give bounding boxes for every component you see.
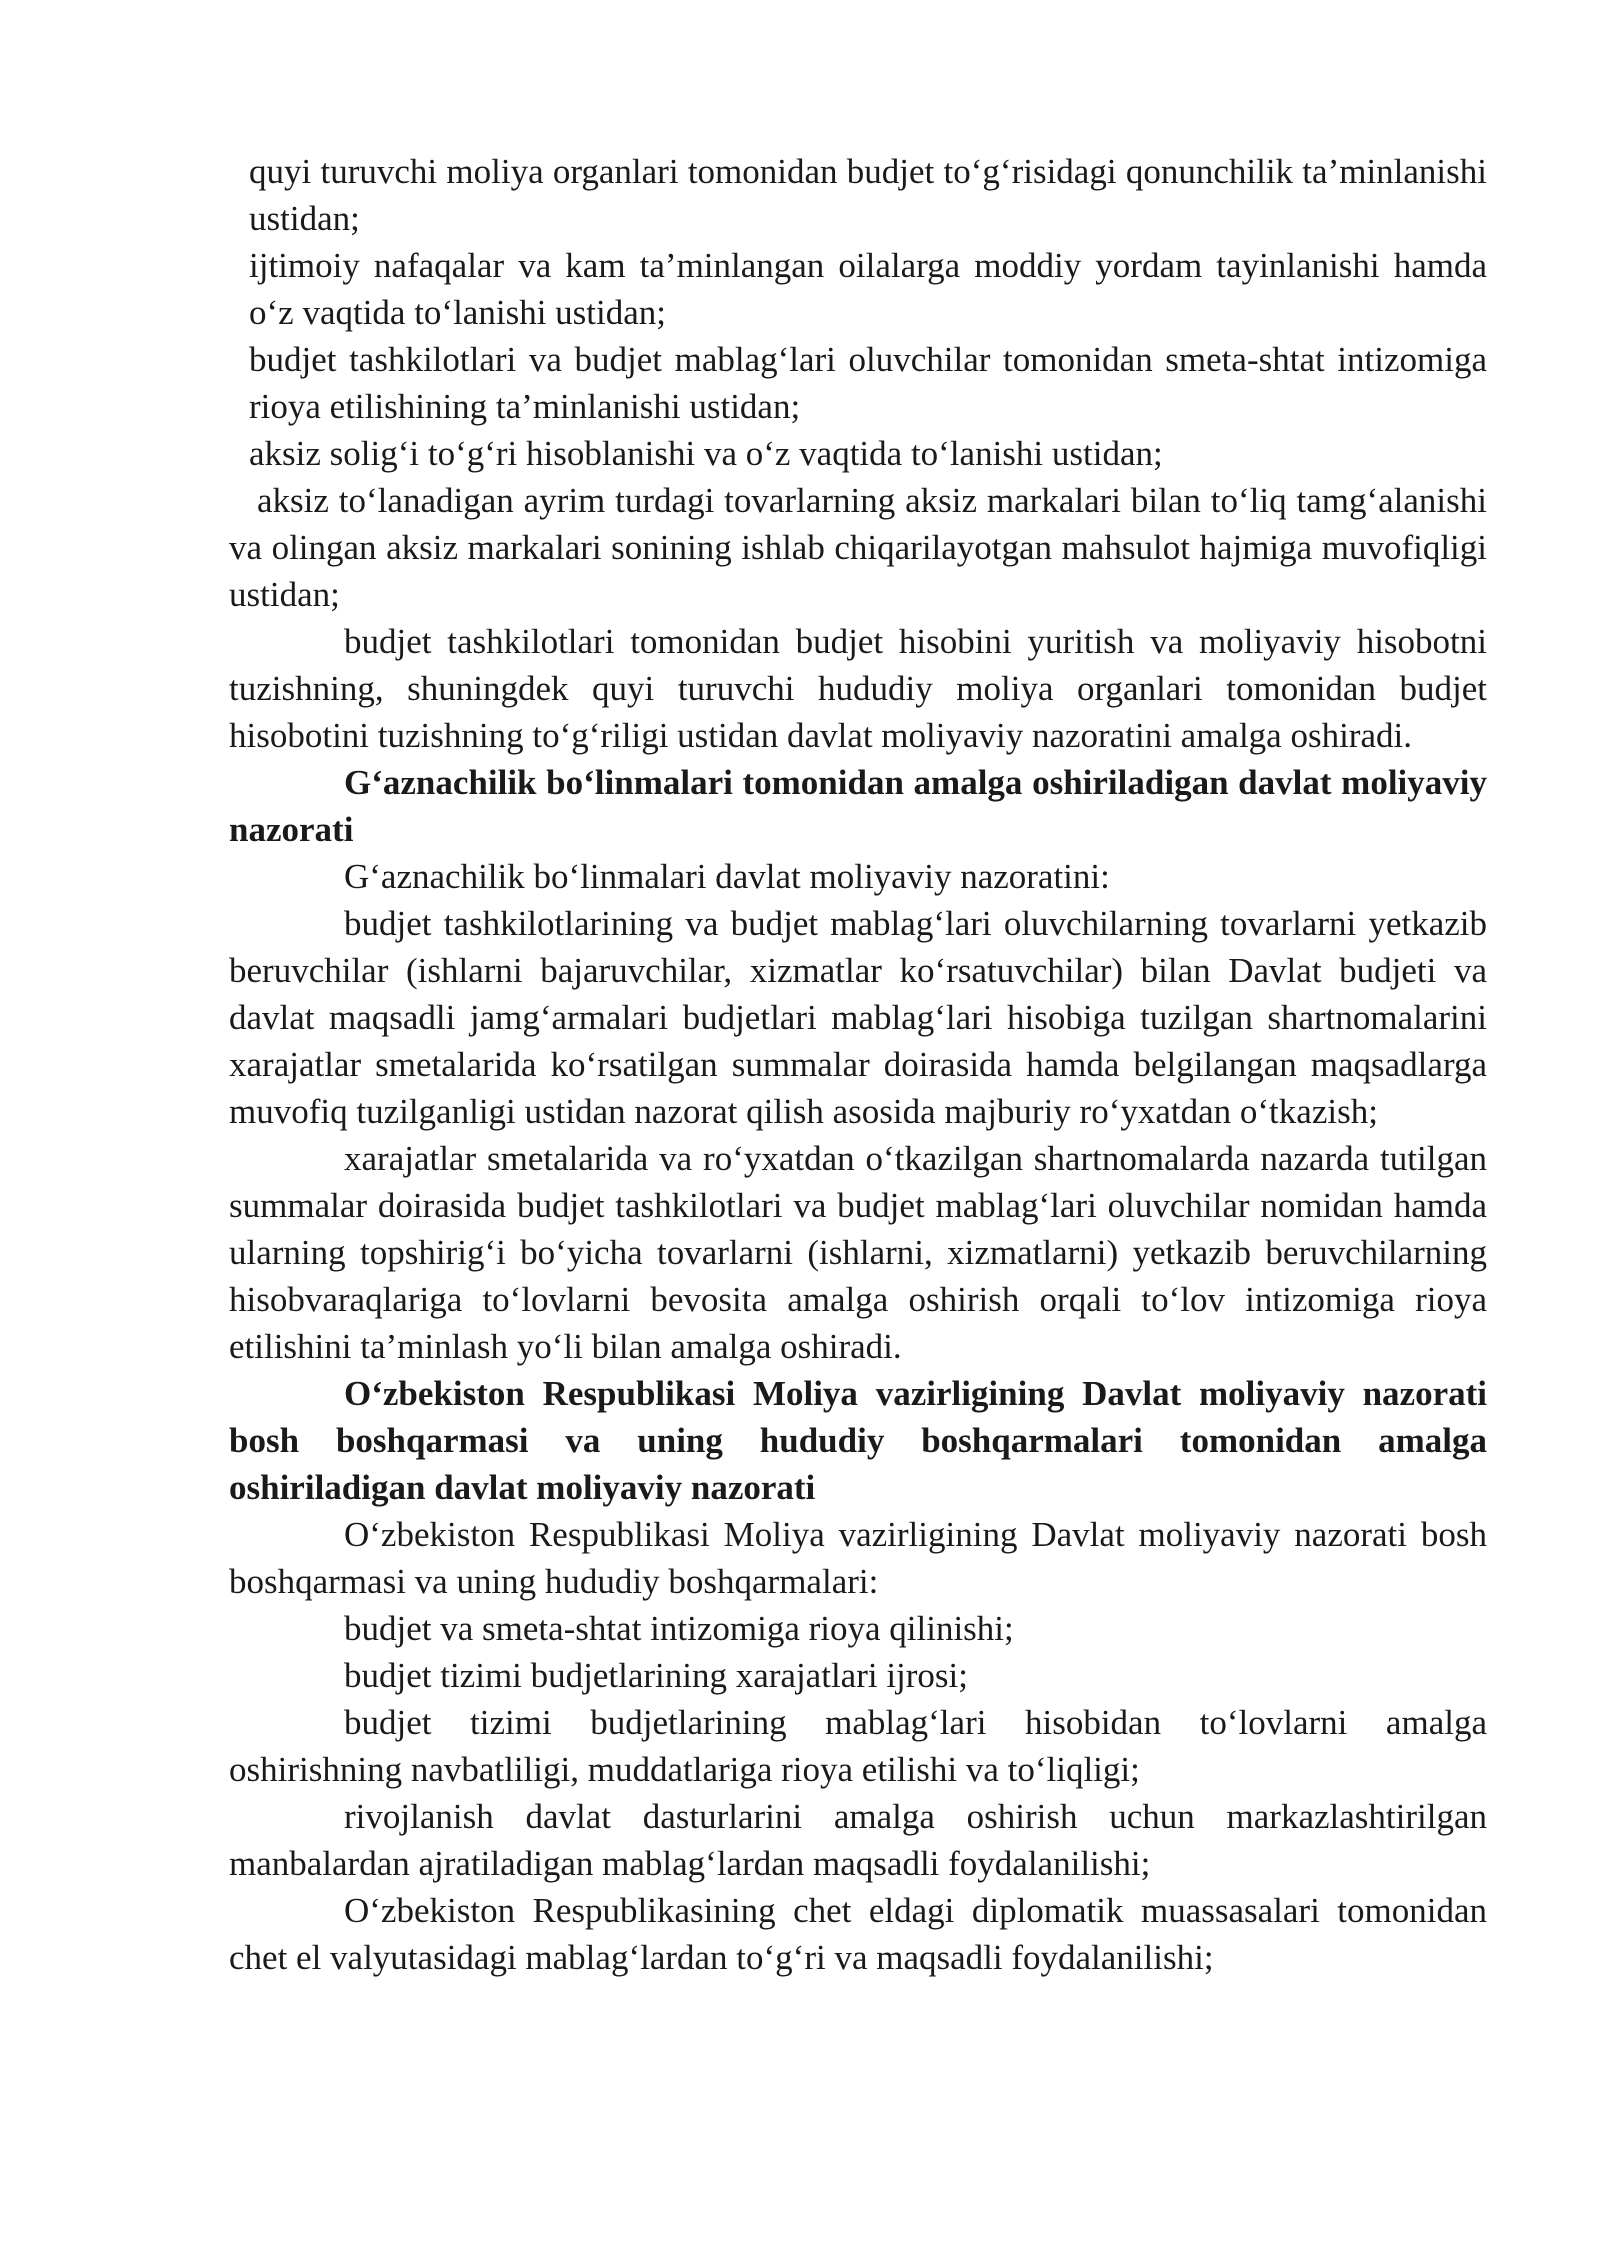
list-item-budget-legislation: quyi turuvchi moliya organlari tomonidan budjet to‘g‘risidagi qonunchilik ta’minlanishi ustidan; — [249, 152, 1487, 238]
list-item-social-benefits: ijtimoiy nafaqalar va kam ta’minlangan oilalarga moddiy yordam tayinlanishi hamda o‘z vaqtida to‘lanishi ustidan; — [249, 246, 1487, 332]
section-heading-ministry-control: O‘zbekiston Respublikasi Moliya vazirligining Davlat moliyaviy nazorati bosh boshqarmasi va uning hududiy boshqarmalari tomonidan amalga oshiriladigan davlat moliyaviy nazorati — [229, 1374, 1487, 1507]
paragraph-treasury-payments: xarajatlar smetalarida va ro‘yxatdan o‘tkazilgan shartnomalarda nazarda tutilgan summalar doirasida budjet tashkilotlari va budjet mablag‘lari oluvchilar nomidan hamda ularning topshirig‘i bo‘yicha tovarlarni (ishlarni, xizmatlarni) yetkazib beruvchilarning hisobvaraqlariga to‘lovlarni bevosita amalga oshirish orqali to‘lov intizomiga rioya etilishini ta’minlash yo‘li bilan amalga oshiradi. — [229, 1139, 1487, 1366]
paragraph-budget-accounting: budjet tashkilotlari tomonidan budjet hisobini yuritish va moliyaviy hisobotni tuzishning, shuningdek quyi turuvchi hududiy moliya organlari tomonidan budjet hisobotini tuzishning to‘g‘riligi ustidan davlat moliyaviy nazoratini amalga oshiradi. — [229, 622, 1487, 755]
paragraph-diplomatic-missions: O‘zbekiston Respublikasining chet eldagi diplomatik muassasalari tomonidan chet el valyutasidagi mablag‘lardan to‘g‘ri va maqsadli foydalanilishi; — [229, 1891, 1487, 1977]
paragraph-treasury-intro: G‘aznachilik bo‘linmalari davlat moliyaviy nazoratini: — [344, 857, 1110, 896]
paragraph-excise-stamps: aksiz to‘lanadigan ayrim turdagi tovarlarning aksiz markalari bilan to‘liq tamg‘alanishi va olingan aksiz markalari sonining ishlab chiqarilayotgan mahsulot hajmiga muvofiqligi ustidan; — [229, 481, 1487, 614]
paragraph-budget-execution: budjet tizimi budjetlarining xarajatlari ijrosi; — [344, 1656, 969, 1695]
list-item-excise-tax: aksiz solig‘i to‘g‘ri hisoblanishi va o‘z vaqtida to‘lanishi ustidan; — [249, 434, 1163, 473]
paragraph-treasury-contracts: budjet tashkilotlarining va budjet mablag‘lari oluvchilarning tovarlarni yetkazib beruvchilar (ishlarni bajaruvchilar, xizmatlar ko‘rsatuvchilar) bilan Davlat budjeti va davlat maqsadli jamg‘armalari budjetlari mablag‘lari hisobiga tuzilgan shartnomalarini xarajatlar smetalarida ko‘rsatilgan summalar doirasida hamda belgilangan maqsadlarga muvofiq tuzilganligi ustidan nazorat qilish asosida majburiy ro‘yxatdan o‘tkazish; — [229, 904, 1487, 1131]
section-heading-treasury: G‘aznachilik bo‘linmalari tomonidan amalga oshiriladigan davlat moliyaviy nazorati — [229, 763, 1487, 849]
paragraph-ministry-intro: O‘zbekiston Respublikasi Moliya vazirligining Davlat moliyaviy nazorati bosh boshqarmasi va uning hududiy boshqarmalari: — [229, 1515, 1487, 1601]
document-page — [229, 148, 1487, 1981]
paragraph-payment-order: budjet tizimi budjetlarining mablag‘lari hisobidan to‘lovlarni amalga oshirishning navbatliligi, muddatlariga rioya etilishi va to‘liqligi; — [229, 1703, 1487, 1789]
paragraph-budget-discipline: budjet va smeta-shtat intizomiga rioya qilinishi; — [344, 1609, 1014, 1648]
paragraph-development-programs: rivojlanish davlat dasturlarini amalga oshirish uchun markazlashtirilgan manbalardan ajratiladigan mablag‘lardan maqsadli foydalanilishi; — [229, 1797, 1487, 1883]
list-item-smeta-discipline: budjet tashkilotlari va budjet mablag‘lari oluvchilar tomonidan smeta-shtat intizomiga rioya etilishining ta’minlanishi ustidan; — [249, 340, 1487, 426]
